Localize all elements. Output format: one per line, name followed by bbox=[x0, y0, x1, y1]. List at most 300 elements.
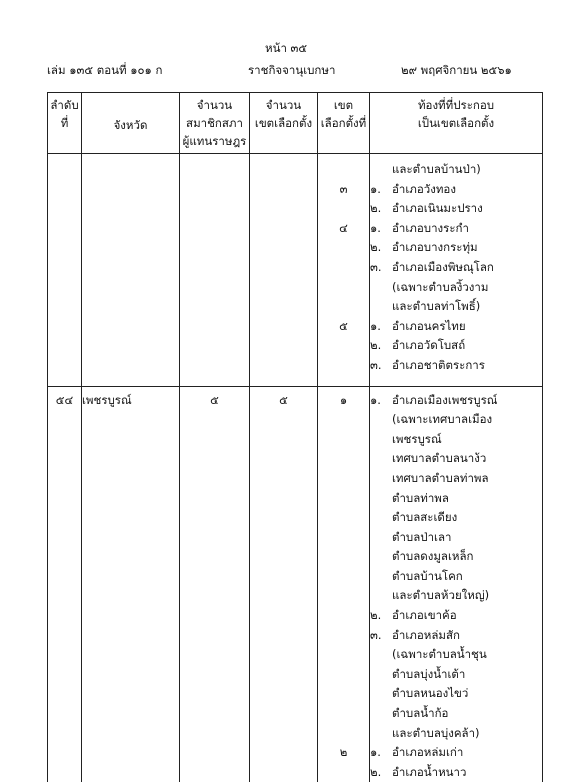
area-line bbox=[370, 336, 542, 356]
table-row bbox=[48, 528, 543, 548]
cell-members-text bbox=[180, 258, 249, 278]
cell-no bbox=[48, 356, 82, 386]
cell-province bbox=[82, 743, 180, 763]
cell-province bbox=[82, 278, 180, 298]
cell-districts-text bbox=[250, 547, 317, 567]
cell-districts bbox=[250, 449, 318, 469]
cell-members bbox=[180, 430, 250, 450]
area-line bbox=[370, 704, 542, 724]
cell-members-text bbox=[180, 489, 249, 509]
table-row bbox=[48, 743, 543, 763]
cell-zone bbox=[318, 469, 370, 489]
table-row bbox=[48, 154, 543, 180]
table-row bbox=[48, 547, 543, 567]
table-row bbox=[48, 645, 543, 665]
cell-no-text bbox=[48, 704, 81, 724]
cell-districts bbox=[250, 154, 318, 180]
item-number: ๓. bbox=[370, 627, 382, 642]
cell-members bbox=[180, 724, 250, 744]
item-number: ๒. bbox=[370, 240, 382, 255]
cell-no bbox=[48, 297, 82, 317]
cell-zone-text bbox=[318, 489, 369, 509]
item-number: ๒. bbox=[370, 201, 382, 216]
cell-zone bbox=[318, 528, 370, 548]
cell-zone-text bbox=[318, 160, 369, 180]
page-number: หน้า ๓๕ bbox=[265, 41, 308, 55]
area-line bbox=[370, 665, 542, 685]
cell-province-text bbox=[82, 160, 179, 180]
cell-province bbox=[82, 297, 180, 317]
cell-members-text bbox=[180, 763, 249, 783]
cell-zone bbox=[318, 626, 370, 646]
area-name: และตำบลบุ่งคล้า) bbox=[392, 725, 480, 740]
cell-area bbox=[370, 743, 543, 763]
cell-province-text bbox=[82, 238, 179, 258]
header-members bbox=[180, 93, 250, 154]
cell-no-text bbox=[48, 606, 81, 626]
cell-zone bbox=[318, 704, 370, 724]
cell-districts-text bbox=[250, 317, 317, 337]
cell-province-text bbox=[82, 449, 179, 469]
cell-no bbox=[48, 724, 82, 744]
cell-districts-text bbox=[250, 180, 317, 200]
cell-zone-text bbox=[318, 410, 369, 430]
area-name: อำเภอหล่มเก่า bbox=[392, 745, 464, 760]
cell-members bbox=[180, 238, 250, 258]
cell-districts bbox=[250, 606, 318, 626]
cell-province-text bbox=[82, 528, 179, 548]
cell-zone bbox=[318, 336, 370, 356]
cell-area bbox=[370, 430, 543, 450]
cell-districts bbox=[250, 410, 318, 430]
cell-province-text bbox=[82, 547, 179, 567]
area-line bbox=[370, 567, 542, 587]
cell-province-text bbox=[82, 743, 179, 763]
cell-districts bbox=[250, 356, 318, 386]
cell-members-text bbox=[180, 743, 249, 763]
cell-members bbox=[180, 645, 250, 665]
cell-districts-text bbox=[250, 665, 317, 685]
cell-zone-text bbox=[318, 606, 369, 626]
cell-members bbox=[180, 763, 250, 783]
cell-members bbox=[180, 386, 250, 410]
area-name: อำเภอบางกระทุ่ม bbox=[392, 240, 478, 255]
cell-province bbox=[82, 449, 180, 469]
area-name: เพชรบูรณ์ bbox=[392, 431, 442, 446]
cell-province-text bbox=[82, 704, 179, 724]
area-line bbox=[370, 528, 542, 548]
table-row bbox=[48, 219, 543, 239]
cell-province bbox=[82, 763, 180, 783]
cell-province-text bbox=[82, 684, 179, 704]
cell-province-text bbox=[82, 763, 179, 783]
cell-no bbox=[48, 336, 82, 356]
cell-province-text bbox=[82, 626, 179, 646]
cell-province bbox=[82, 489, 180, 509]
cell-members bbox=[180, 606, 250, 626]
cell-no bbox=[48, 219, 82, 239]
cell-no bbox=[48, 684, 82, 704]
cell-no-text bbox=[48, 356, 81, 376]
cell-members bbox=[180, 336, 250, 356]
table-row bbox=[48, 704, 543, 724]
gazette-title: ราชกิจจานุเบกษา bbox=[248, 63, 336, 77]
cell-districts-text: ๕ bbox=[279, 392, 288, 407]
cell-members-text bbox=[180, 626, 249, 646]
cell-province-text bbox=[82, 508, 179, 528]
cell-no-text bbox=[48, 219, 81, 239]
cell-province-text bbox=[82, 219, 179, 239]
cell-districts-text bbox=[250, 160, 317, 180]
cell-no bbox=[48, 704, 82, 724]
cell-no bbox=[48, 317, 82, 337]
cell-members-text bbox=[180, 547, 249, 567]
cell-zone-text bbox=[318, 645, 369, 665]
cell-province bbox=[82, 626, 180, 646]
publication-date: ๒๙ พฤศจิกายน ๒๕๖๑ bbox=[401, 63, 512, 77]
cell-no bbox=[48, 386, 82, 410]
cell-zone-text bbox=[318, 567, 369, 587]
table-row bbox=[48, 278, 543, 298]
cell-members bbox=[180, 704, 250, 724]
area-line bbox=[370, 449, 542, 469]
table-row bbox=[48, 489, 543, 509]
cell-area bbox=[370, 154, 543, 180]
cell-zone-text bbox=[318, 626, 369, 646]
cell-members-text bbox=[180, 199, 249, 219]
area-line bbox=[370, 410, 542, 430]
cell-no-text bbox=[48, 763, 81, 783]
cell-area bbox=[370, 180, 543, 200]
cell-districts bbox=[250, 297, 318, 317]
cell-province-text bbox=[82, 258, 179, 278]
area-line bbox=[370, 547, 542, 567]
cell-members bbox=[180, 743, 250, 763]
cell-members-text bbox=[180, 238, 249, 258]
cell-no-text bbox=[48, 317, 81, 337]
area-name: ตำบลน้ำก้อ bbox=[392, 706, 449, 721]
area-name: อำเภอน้ำหนาว bbox=[392, 764, 467, 779]
cell-province bbox=[82, 199, 180, 219]
cell-province-text bbox=[82, 606, 179, 626]
cell-no-text bbox=[48, 508, 81, 528]
cell-zone-text bbox=[318, 704, 369, 724]
cell-no-text bbox=[48, 297, 81, 317]
cell-province-text bbox=[82, 297, 179, 317]
cell-zone-text bbox=[318, 258, 369, 278]
header-province bbox=[82, 93, 180, 154]
cell-districts-text bbox=[250, 508, 317, 528]
area-line bbox=[370, 508, 542, 528]
cell-districts bbox=[250, 645, 318, 665]
cell-no bbox=[48, 410, 82, 430]
item-number: ๒. bbox=[370, 608, 382, 623]
area-line bbox=[370, 258, 542, 278]
cell-no bbox=[48, 586, 82, 606]
table-row bbox=[48, 469, 543, 489]
cell-members bbox=[180, 219, 250, 239]
cell-members-text bbox=[180, 297, 249, 317]
cell-members-text bbox=[180, 528, 249, 548]
cell-members-text bbox=[180, 219, 249, 239]
cell-districts-text bbox=[250, 763, 317, 783]
cell-districts-text bbox=[250, 743, 317, 763]
area-name: ตำบลบ้านโคก bbox=[392, 568, 463, 583]
cell-members-text bbox=[180, 645, 249, 665]
cell-districts-text bbox=[250, 704, 317, 724]
cell-area bbox=[370, 567, 543, 587]
area-name: อำเภอวังทอง bbox=[392, 181, 456, 196]
cell-districts bbox=[250, 219, 318, 239]
cell-no-text bbox=[48, 547, 81, 567]
cell-districts-text bbox=[250, 238, 317, 258]
area-line bbox=[370, 297, 542, 317]
cell-members bbox=[180, 489, 250, 509]
cell-zone bbox=[318, 606, 370, 626]
header-text: ผู้แทนราษฎร bbox=[182, 134, 247, 148]
cell-members-text bbox=[180, 410, 249, 430]
cell-zone-text bbox=[318, 763, 369, 783]
cell-area bbox=[370, 763, 543, 783]
area-line bbox=[370, 317, 542, 337]
cell-members-text bbox=[180, 356, 249, 376]
cell-zone bbox=[318, 278, 370, 298]
cell-districts bbox=[250, 238, 318, 258]
area-name: อำเภอเขาค้อ bbox=[392, 608, 457, 623]
area-name: อำเภอวัดโบสถ์ bbox=[392, 338, 466, 353]
cell-members bbox=[180, 297, 250, 317]
area-name: ตำบลบุ่งน้ำเต้า bbox=[392, 666, 466, 681]
cell-province-text bbox=[82, 356, 179, 376]
area-name: และตำบลบ้านป่า) bbox=[392, 162, 481, 176]
cell-districts-text bbox=[250, 724, 317, 744]
header-text: เป็นเขตเลือกตั้ง bbox=[417, 116, 495, 130]
cell-districts-text bbox=[250, 469, 317, 489]
cell-zone bbox=[318, 219, 370, 239]
cell-members-text bbox=[180, 180, 249, 200]
cell-province bbox=[82, 704, 180, 724]
cell-no-text bbox=[48, 160, 81, 180]
cell-districts-text bbox=[250, 258, 317, 278]
cell-no-text bbox=[48, 528, 81, 548]
area-name: (เฉพาะเทศบาลเมือง bbox=[392, 412, 493, 427]
cell-province bbox=[82, 410, 180, 430]
area-name: เทศบาลตำบลนาง้ว bbox=[392, 451, 487, 466]
cell-districts-text bbox=[250, 645, 317, 665]
area-line bbox=[370, 238, 542, 258]
cell-no bbox=[48, 567, 82, 587]
cell-members bbox=[180, 278, 250, 298]
cell-province bbox=[82, 469, 180, 489]
cell-no bbox=[48, 626, 82, 646]
cell-zone bbox=[318, 356, 370, 386]
cell-no-text bbox=[48, 278, 81, 298]
cell-no bbox=[48, 528, 82, 548]
cell-province-text bbox=[82, 278, 179, 298]
area-line bbox=[370, 743, 542, 763]
cell-members-text bbox=[180, 449, 249, 469]
cell-zone bbox=[318, 238, 370, 258]
area-name: อำเภอนครไทย bbox=[392, 318, 466, 333]
area-name: อำเภอบางระกำ bbox=[392, 220, 469, 235]
cell-province-text bbox=[82, 180, 179, 200]
cell-zone-text bbox=[318, 278, 369, 298]
cell-no-text bbox=[48, 567, 81, 587]
cell-province-text bbox=[82, 567, 179, 587]
cell-zone-text bbox=[318, 449, 369, 469]
table-row bbox=[48, 317, 543, 337]
cell-province bbox=[82, 684, 180, 704]
cell-zone bbox=[318, 199, 370, 219]
table-row bbox=[48, 508, 543, 528]
header-text: ที่ bbox=[60, 116, 69, 130]
table-row bbox=[48, 586, 543, 606]
item-number: ๓. bbox=[370, 357, 382, 372]
cell-province bbox=[82, 606, 180, 626]
cell-no bbox=[48, 763, 82, 783]
cell-zone-text bbox=[318, 336, 369, 356]
table-row bbox=[48, 626, 543, 646]
cell-area bbox=[370, 356, 543, 386]
cell-members bbox=[180, 410, 250, 430]
cell-zone bbox=[318, 180, 370, 200]
cell-area bbox=[370, 489, 543, 509]
area-name: อำเภอเมืองเพชรบูรณ์ bbox=[392, 392, 498, 407]
cell-districts bbox=[250, 684, 318, 704]
cell-members bbox=[180, 684, 250, 704]
cell-no-text bbox=[48, 489, 81, 509]
cell-zone-text bbox=[318, 508, 369, 528]
cell-area bbox=[370, 297, 543, 317]
cell-members bbox=[180, 356, 250, 386]
cell-no-text bbox=[48, 180, 81, 200]
area-name: และตำบลห้วยใหญ่) bbox=[392, 588, 490, 603]
cell-zone bbox=[318, 665, 370, 685]
cell-districts bbox=[250, 743, 318, 763]
table-row bbox=[48, 430, 543, 450]
cell-area bbox=[370, 645, 543, 665]
cell-area bbox=[370, 410, 543, 430]
cell-districts bbox=[250, 626, 318, 646]
cell-zone-text: ๕ bbox=[339, 318, 348, 333]
cell-members-text bbox=[180, 160, 249, 180]
item-number: ๓. bbox=[370, 259, 382, 274]
table-row bbox=[48, 763, 543, 783]
cell-province bbox=[82, 356, 180, 386]
cell-districts-text bbox=[250, 278, 317, 298]
cell-area bbox=[370, 547, 543, 567]
cell-province-text bbox=[82, 317, 179, 337]
cell-zone bbox=[318, 449, 370, 469]
cell-no-text bbox=[48, 336, 81, 356]
table-row bbox=[48, 606, 543, 626]
cell-province-text bbox=[82, 469, 179, 489]
cell-zone bbox=[318, 684, 370, 704]
cell-members bbox=[180, 547, 250, 567]
area-line bbox=[370, 180, 542, 200]
cell-members-text bbox=[180, 684, 249, 704]
cell-no bbox=[48, 278, 82, 298]
area-line bbox=[370, 219, 542, 239]
cell-districts bbox=[250, 704, 318, 724]
area-line bbox=[370, 724, 542, 744]
header-zone bbox=[318, 93, 370, 154]
table-row bbox=[48, 336, 543, 356]
cell-districts bbox=[250, 547, 318, 567]
area-line bbox=[370, 489, 542, 509]
cell-area bbox=[370, 238, 543, 258]
header-text: จังหวัด bbox=[113, 117, 148, 132]
cell-province bbox=[82, 154, 180, 180]
cell-province-text bbox=[82, 489, 179, 509]
cell-zone bbox=[318, 258, 370, 278]
cell-area bbox=[370, 626, 543, 646]
cell-zone bbox=[318, 386, 370, 410]
cell-province-text: เพชรบูรณ์ bbox=[82, 392, 132, 407]
cell-no-text bbox=[48, 645, 81, 665]
cell-no-text bbox=[48, 684, 81, 704]
cell-districts bbox=[250, 665, 318, 685]
cell-no-text bbox=[48, 430, 81, 450]
cell-zone-text: ๑ bbox=[339, 392, 348, 407]
header-text: จำนวน bbox=[196, 98, 233, 112]
cell-province bbox=[82, 180, 180, 200]
cell-no-text bbox=[48, 626, 81, 646]
cell-districts-text bbox=[250, 297, 317, 317]
cell-members-text bbox=[180, 586, 249, 606]
cell-province bbox=[82, 219, 180, 239]
cell-members bbox=[180, 154, 250, 180]
cell-zone bbox=[318, 724, 370, 744]
cell-area bbox=[370, 606, 543, 626]
cell-districts bbox=[250, 469, 318, 489]
cell-no-text bbox=[48, 199, 81, 219]
table-row bbox=[48, 724, 543, 744]
area-line bbox=[370, 606, 542, 626]
header-text: สมาชิกสภา bbox=[186, 116, 243, 130]
item-number: ๒. bbox=[370, 764, 382, 779]
area-line bbox=[370, 391, 542, 411]
cell-area bbox=[370, 704, 543, 724]
cell-zone bbox=[318, 489, 370, 509]
cell-members-text bbox=[180, 665, 249, 685]
header-text: ท้องที่ที่ประกอบ bbox=[417, 98, 495, 112]
cell-province-text bbox=[82, 410, 179, 430]
cell-zone-text: ๒ bbox=[339, 745, 348, 760]
cell-districts-text bbox=[250, 528, 317, 548]
cell-members bbox=[180, 180, 250, 200]
cell-province bbox=[82, 430, 180, 450]
cell-no-text: ๕๔ bbox=[55, 392, 74, 407]
cell-zone bbox=[318, 763, 370, 783]
cell-districts bbox=[250, 489, 318, 509]
cell-zone bbox=[318, 547, 370, 567]
cell-zone bbox=[318, 317, 370, 337]
area-name: อำเภอเมืองพิษณุโลก bbox=[392, 259, 494, 274]
cell-province bbox=[82, 258, 180, 278]
cell-area bbox=[370, 199, 543, 219]
item-number: ๑. bbox=[370, 745, 381, 760]
cell-members-text bbox=[180, 336, 249, 356]
area-line bbox=[370, 469, 542, 489]
cell-area bbox=[370, 258, 543, 278]
area-name: ตำบลป่าเลา bbox=[392, 529, 452, 544]
table-row bbox=[48, 449, 543, 469]
table-row bbox=[48, 297, 543, 317]
cell-districts-text bbox=[250, 336, 317, 356]
cell-province bbox=[82, 528, 180, 548]
table-row bbox=[48, 410, 543, 430]
